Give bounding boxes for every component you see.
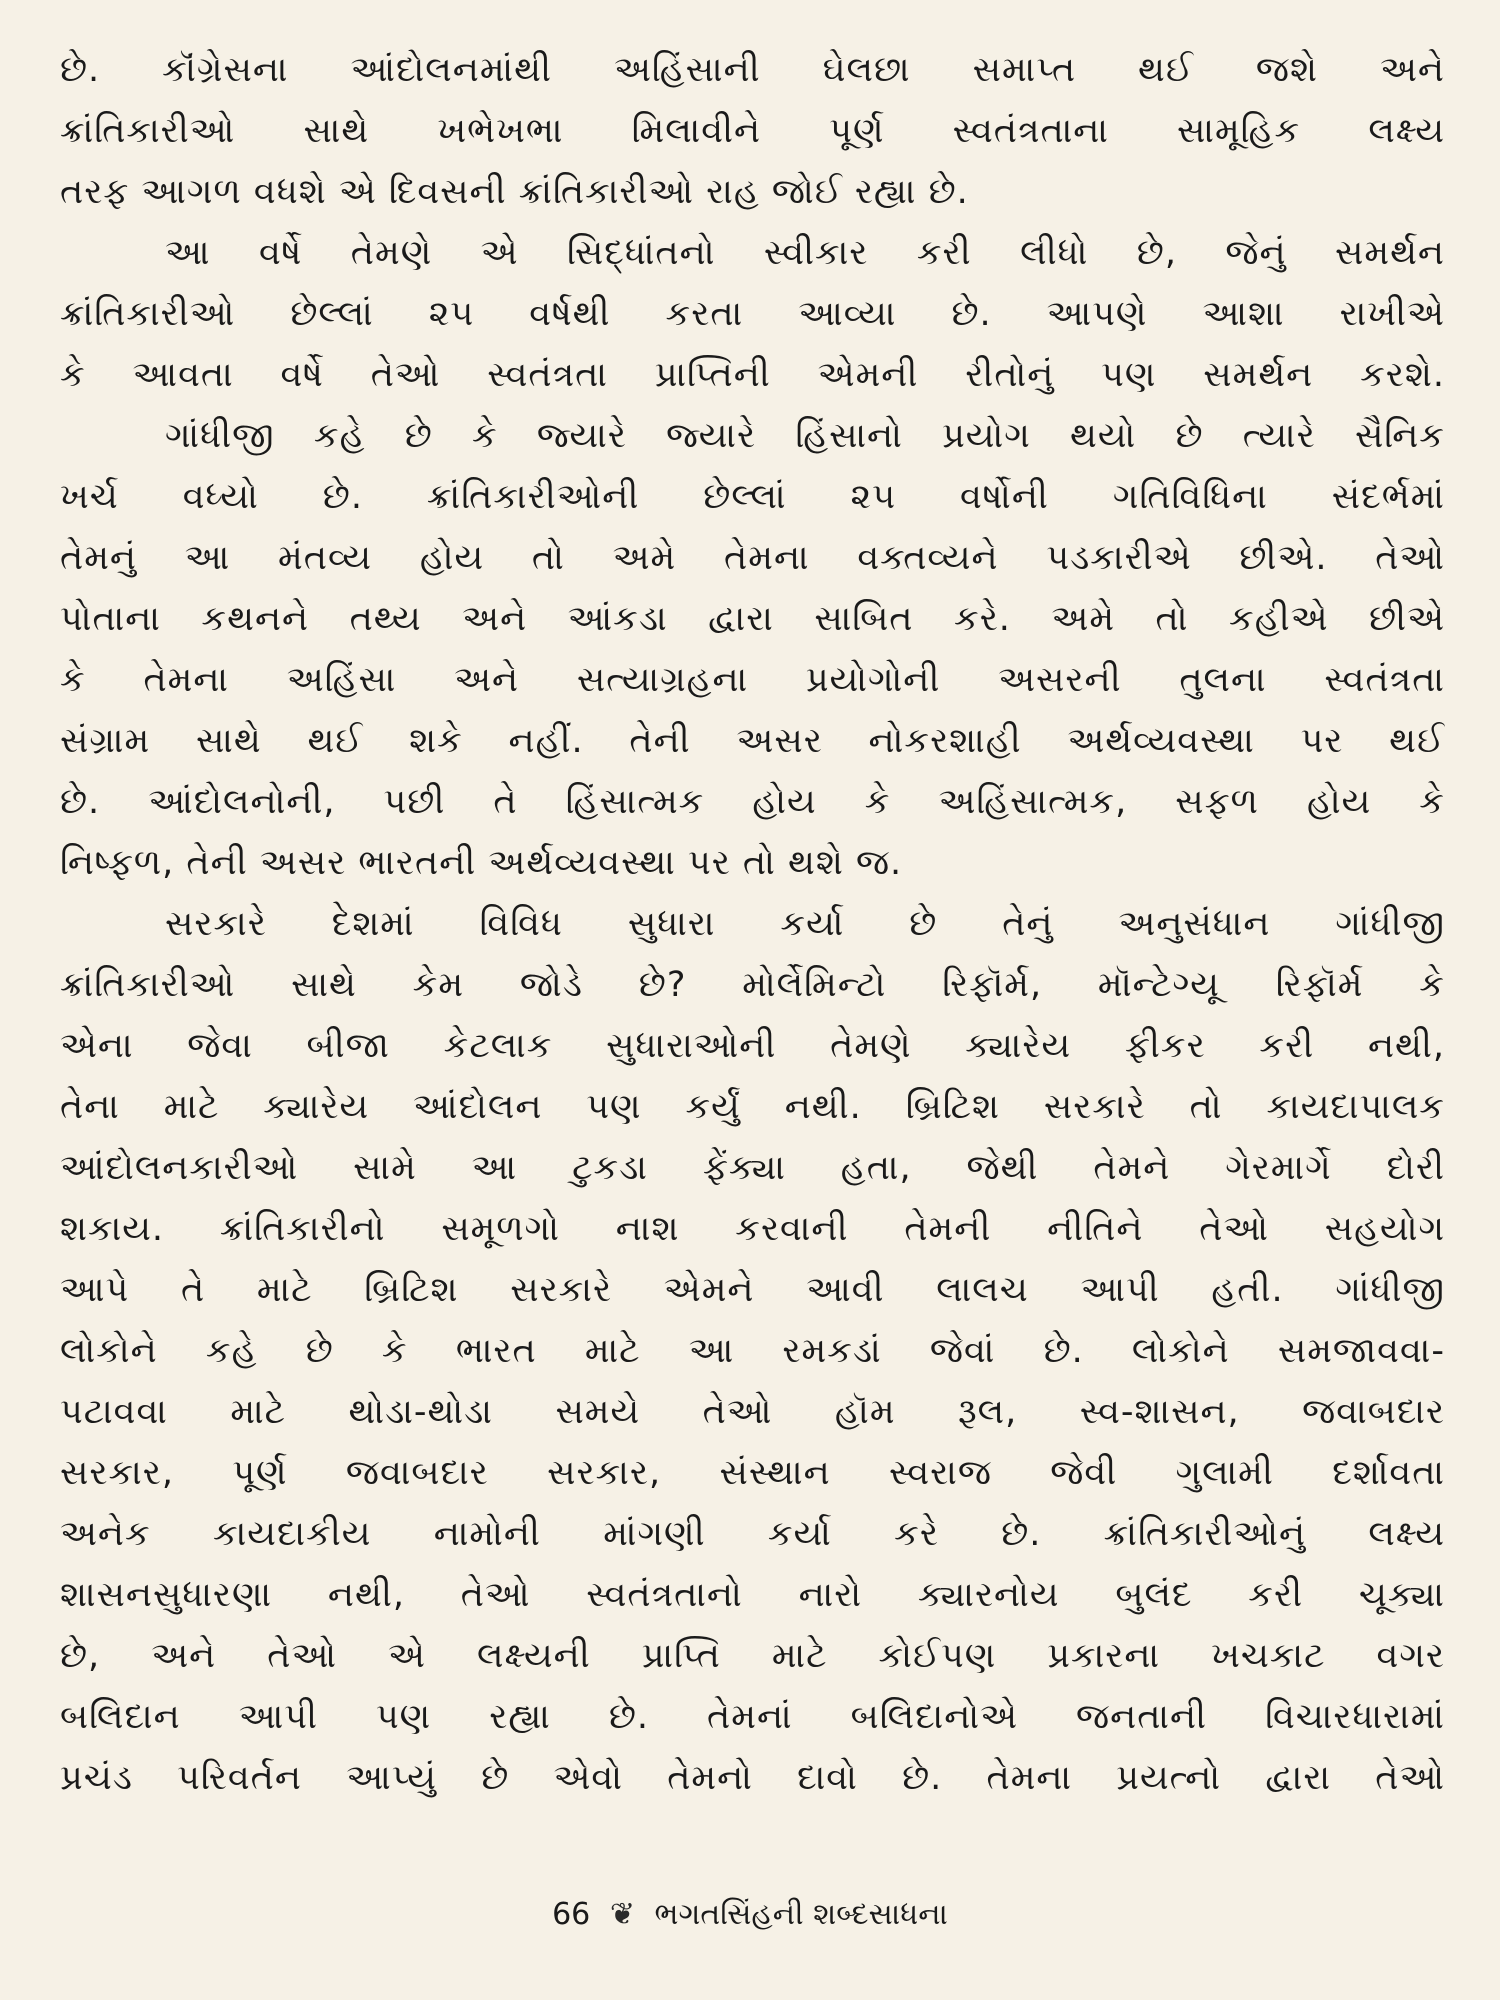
text-line: ગાંધીજી કહે છે કે જ્યારે જ્યારે હિંસાનો પ્રયોગ થયો છે ત્યારે સૈનિક (165, 416, 1445, 456)
text-line: ખર્ચ વધ્યો છે. ક્રાંતિકારીઓની છેલ્લાં ૨૫ વર્ષોની ગતિવિધિના સંદર્ભમાં (60, 477, 1445, 517)
text-line: ક્રાંતિકારીઓ સાથે ખભેખભા મિલાવીને પૂર્ણ સ્વતંત્રતાના સામૂહિક લક્ષ્ય (60, 111, 1445, 151)
floral-ornament-icon: ❦ (609, 1897, 635, 1932)
text-line: પ્રચંડ પરિવર્તન આપ્યું છે એવો તેમનો દાવો છે. તેમના પ્રયત્નો દ્વારા તેઓ (60, 1758, 1445, 1798)
text-line: એના જેવા બીજા કેટલાક સુધારાઓની તેમણે ક્યારેય ફીકર કરી નથી, (60, 1026, 1445, 1066)
text-line: કે તેમના અહિંસા અને સત્યાગ્રહના પ્રયોગોની અસરની તુલના સ્વતંત્રતા (60, 660, 1445, 700)
text-line: શકાય. ક્રાંતિકારીનો સમૂળગો નાશ કરવાની તેમની નીતિને તેઓ સહયોગ (60, 1209, 1445, 1249)
text-line: તેના માટે ક્યારેય આંદોલન પણ કર્યું નથી. બ્રિટિશ સરકારે તો કાયદાપાલક (60, 1087, 1445, 1127)
text-line: નિષ્ફળ, તેની અસર ભારતની અર્થવ્યવસ્થા પર તો થશે જ. (60, 843, 903, 883)
text-line: લોકોને કહે છે કે ભારત માટે આ રમકડાં જેવાં છે. લોકોને સમજાવવા- (60, 1331, 1445, 1371)
text-line: છે, અને તેઓ એ લક્ષ્યની પ્રાપ્તિ માટે કોઈપણ પ્રકારના ખચકાટ વગર (60, 1636, 1445, 1676)
text-line: આ વર્ષે તેમણે એ સિદ્ધાંતનો સ્વીકાર કરી લીધો છે, જેનું સમર્થન (165, 233, 1445, 273)
text-line: પટાવવા માટે થોડા-થોડા સમયે તેઓ હૉમ રૂલ, સ્વ-શાસન, જવાબદાર (60, 1392, 1445, 1432)
text-line: આપે તે માટે બ્રિટિશ સરકારે એમને આવી લાલચ આપી હતી. ગાંધીજી (60, 1270, 1445, 1310)
text-line: સંગ્રામ સાથે થઈ શકે નહીં. તેની અસર નોકરશાહી અર્થવ્યવસ્થા પર થઈ (60, 721, 1445, 761)
page-footer (0, 1895, 1500, 1935)
text-line: ક્રાંતિકારીઓ છેલ્લાં ૨૫ વર્ષથી કરતા આવ્યા છે. આપણે આશા રાખીએ (60, 294, 1445, 334)
page-body-text (60, 40, 1445, 1809)
text-line: સરકાર, પૂર્ણ જવાબદાર સરકાર, સંસ્થાન સ્વરાજ જેવી ગુલામી દર્શાવતા (60, 1453, 1445, 1493)
text-line: પોતાના કથનને તથ્ય અને આંકડા દ્વારા સાબિત કરે. અમે તો કહીએ છીએ (60, 599, 1445, 639)
text-line: કે આવતા વર્ષે તેઓ સ્વતંત્રતા પ્રાપ્તિની એમની રીતોનું પણ સમર્થન કરશે. (60, 355, 1445, 395)
text-line: તેમનું આ મંતવ્ય હોય તો અમે તેમના વક્તવ્યને પડકારીએ છીએ. તેઓ (60, 538, 1445, 578)
text-line: તરફ આગળ વધશે એ દિવસની ક્રાંતિકારીઓ રાહ જોઈ રહ્યા છે. (60, 172, 969, 212)
text-line: શાસનસુધારણા નથી, તેઓ સ્વતંત્રતાનો નારો ક્યારનોય બુલંદ કરી ચૂક્યા (60, 1575, 1445, 1615)
text-line: ક્રાંતિકારીઓ સાથે કેમ જોડે છે? મોર્લેમિન્ટો રિફૉર્મ, મૉન્ટેગ્યૂ રિફૉર્મ કે (60, 965, 1445, 1005)
text-line: સરકારે દેશમાં વિવિધ સુધારા કર્યા છે તેનું અનુસંધાન ગાંધીજી (165, 904, 1445, 944)
text-line: છે. આંદોલનોની, પછી તે હિંસાત્મક હોય કે અહિંસાત્મક, સફળ હોય કે (60, 782, 1445, 822)
text-line: અનેક કાયદાકીય નામોની માંગણી કર્યા કરે છે. ક્રાંતિકારીઓનું લક્ષ્ય (60, 1514, 1445, 1554)
text-line: છે. કૉંગ્રેસના આંદોલનમાંથી અહિંસાની ઘેલછા સમાપ્ત થઈ જશે અને (60, 50, 1445, 90)
text-line: આંદોલનકારીઓ સામે આ ટુકડા ફેંક્યા હતા, જેથી તેમને ગેરમાર્ગે દોરી (60, 1148, 1445, 1188)
book-title: ભગતસિંહની શબ્દસાધના (654, 1897, 948, 1932)
page-number: 66 (552, 1897, 591, 1932)
text-line: બલિદાન આપી પણ રહ્યા છે. તેમનાં બલિદાનોએ જનતાની વિચારધારામાં (60, 1697, 1445, 1737)
